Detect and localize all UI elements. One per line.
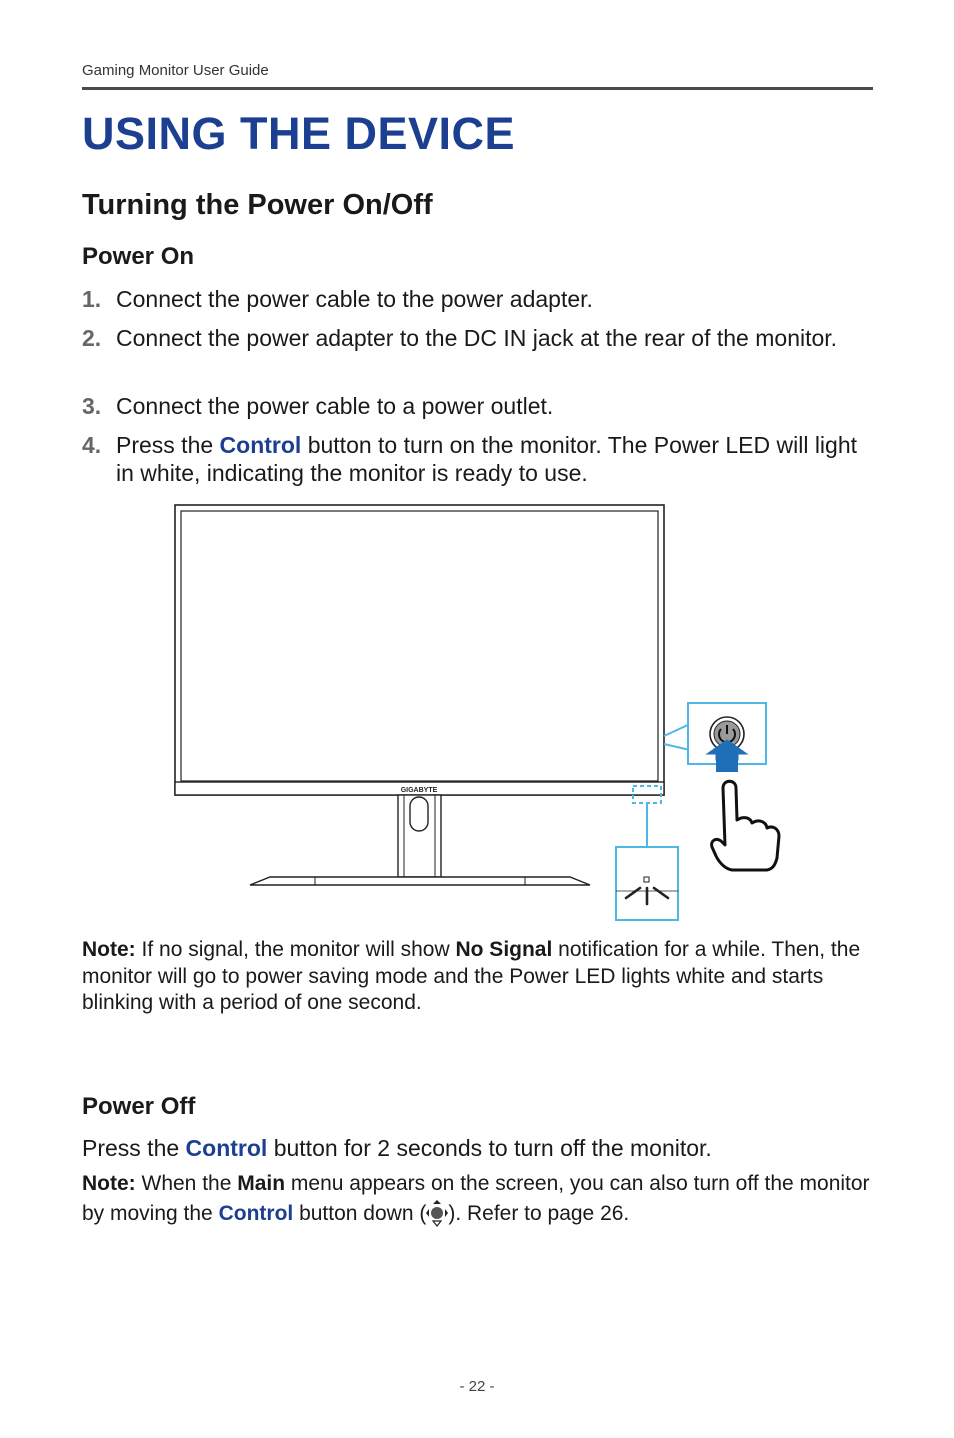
brand-label: GIGABYTE bbox=[400, 787, 438, 794]
monitor-body bbox=[175, 505, 664, 795]
page-title: USING THE DEVICE bbox=[82, 108, 516, 159]
power-on-heading: Power On bbox=[82, 243, 195, 270]
header-guide-title: Gaming Monitor User Guide bbox=[82, 62, 269, 79]
section-title: Turning the Power On/Off bbox=[82, 189, 433, 221]
press-arrow-stem bbox=[716, 760, 738, 772]
step-number: 4. bbox=[82, 432, 102, 458]
note-no-signal: Note: If no signal, the monitor will show No Signal notification for a while. Then, the monitor will go to power saving mode and the Power LED lights white and starts blinking with a period of one second. bbox=[82, 938, 861, 1014]
step-text: Press the Control button to turn on the monitor. The Power LED will light in white, indicating the monitor is ready to use. bbox=[116, 432, 858, 486]
step-1 bbox=[82, 285, 872, 313]
page-number: - 22 - bbox=[459, 1378, 495, 1395]
control-keyword: Control bbox=[219, 432, 302, 458]
step-text: Connect the power adapter to the DC IN jack at the rear of the monitor. bbox=[116, 325, 838, 351]
main-keyword: Main bbox=[237, 1172, 286, 1195]
step-2 bbox=[82, 324, 872, 380]
control-keyword: Control bbox=[218, 1202, 294, 1225]
power-off-instruction: Press the Control button for 2 seconds to turn off the monitor. bbox=[82, 1135, 712, 1161]
step-4 bbox=[82, 431, 872, 487]
control-keyword: Control bbox=[185, 1135, 268, 1161]
step-number: 3. bbox=[82, 393, 102, 419]
note-label: Note: bbox=[82, 1172, 136, 1195]
monitor-stand bbox=[250, 795, 590, 885]
step-3 bbox=[82, 392, 872, 420]
monitor-power-illustration bbox=[160, 498, 800, 928]
step-number: 1. bbox=[82, 286, 102, 312]
pointing-hand-icon bbox=[712, 781, 779, 870]
header-rule bbox=[82, 87, 873, 90]
power-button-callout bbox=[664, 703, 766, 772]
no-signal-keyword: No Signal bbox=[455, 938, 553, 961]
control-stick-callout bbox=[616, 847, 678, 920]
step-number: 2. bbox=[82, 325, 102, 351]
step-text: Connect the power cable to the power adapter. bbox=[116, 286, 593, 312]
power-off-heading: Power Off bbox=[82, 1093, 196, 1120]
control-down-icon bbox=[426, 1198, 448, 1228]
step-text: Connect the power cable to a power outlet. bbox=[116, 393, 554, 419]
note-label: Note: bbox=[82, 938, 136, 961]
note-main-menu: Note: When the Main menu appears on the screen, you can also turn off the monitor by moving the Control button down ( ). Refer to page 26. bbox=[82, 1169, 872, 1228]
